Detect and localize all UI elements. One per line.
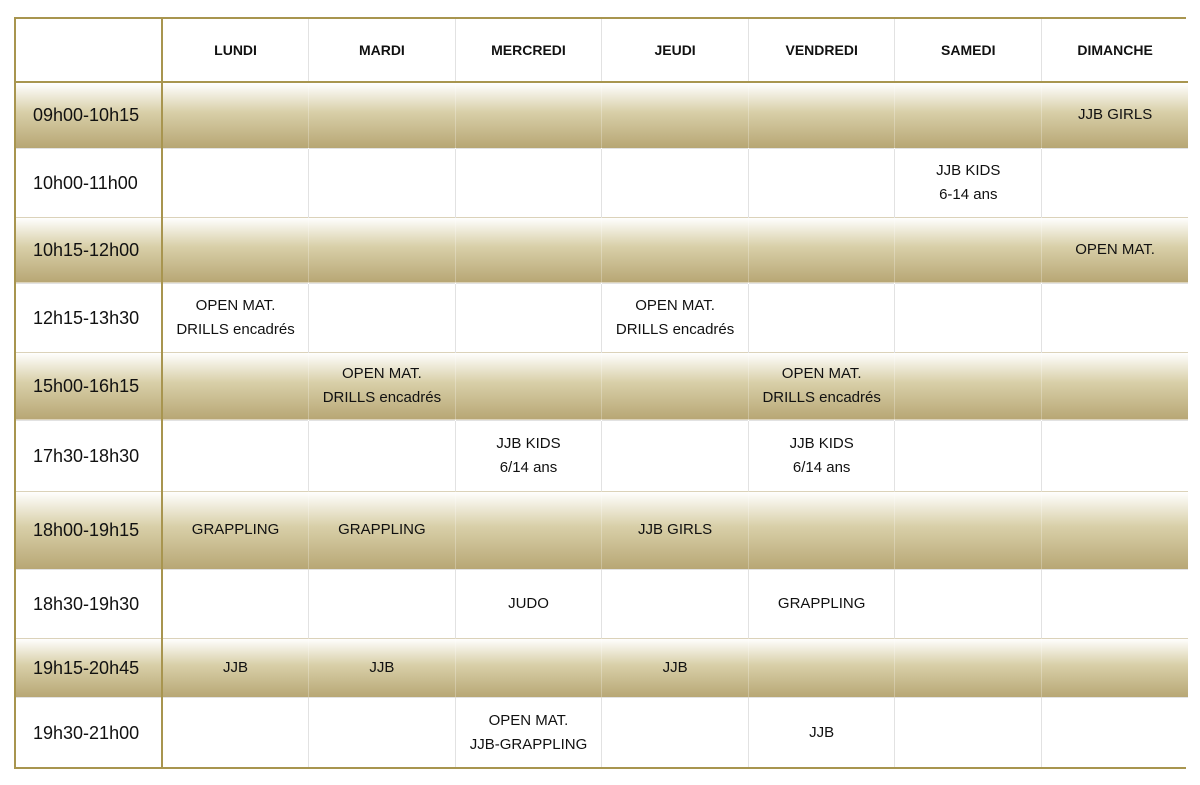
time-slot-label: 12h15-13h30 (16, 283, 162, 352)
class-cell-mardi (309, 217, 456, 283)
class-cell-vendredi (748, 82, 895, 148)
day-header-samedi: SAMEDI (895, 19, 1042, 82)
class-cell-vendredi (748, 352, 895, 420)
schedule-row (16, 148, 1188, 217)
class-cell-jeudi (602, 352, 749, 420)
class-name: 6-14 ans (939, 185, 998, 203)
class-cell-dimanche (1042, 570, 1189, 638)
class-name: JJB-GRAPPLING (469, 735, 588, 753)
class-cell-lundi (162, 570, 309, 638)
class-name: JJB (369, 658, 395, 676)
schedule-body (16, 82, 1188, 767)
schedule-grid (16, 19, 1188, 767)
schedule-row (16, 352, 1188, 420)
class-cell-mardi (309, 491, 456, 570)
class-cell-jeudi (602, 217, 749, 283)
class-cell-lundi (162, 148, 309, 217)
class-cell-vendredi (748, 217, 895, 283)
time-slot-label: 18h00-19h15 (16, 491, 162, 570)
class-cell-jeudi (602, 570, 749, 638)
class-name: JJB GIRLS (637, 521, 713, 539)
class-name: JJB KIDS (936, 161, 1001, 179)
day-header-jeudi: JEUDI (602, 19, 749, 82)
class-cell-mardi (309, 420, 456, 490)
class-cell-dimanche (1042, 283, 1189, 352)
class-name: JJB KIDS (789, 434, 854, 452)
class-cell-jeudi (602, 491, 749, 570)
schedule-row (16, 217, 1188, 283)
class-cell-samedi (895, 82, 1042, 148)
class-cell-samedi (895, 420, 1042, 490)
class-cell-vendredi (748, 638, 895, 698)
class-cell-dimanche (1042, 491, 1189, 570)
class-name: OPEN MAT. (195, 296, 276, 314)
class-cell-lundi (162, 491, 309, 570)
class-cell-lundi (162, 420, 309, 490)
class-name: JJB (662, 658, 688, 676)
time-slot-label: 10h15-12h00 (16, 217, 162, 283)
class-cell-mardi (309, 570, 456, 638)
class-name: 6/14 ans (792, 458, 851, 476)
day-header-mardi: MARDI (309, 19, 456, 82)
class-cell-vendredi (748, 420, 895, 490)
time-slot-label: 19h30-21h00 (16, 698, 162, 767)
schedule-row (16, 698, 1188, 767)
class-cell-samedi (895, 283, 1042, 352)
class-name: OPEN MAT. (488, 711, 569, 729)
class-cell-mardi (309, 638, 456, 698)
class-cell-mercredi (455, 698, 602, 767)
class-cell-mercredi (455, 82, 602, 148)
time-slot-label: 17h30-18h30 (16, 420, 162, 490)
class-name: DRILLS encadrés (322, 389, 442, 407)
day-header-dimanche: DIMANCHE (1042, 19, 1189, 82)
schedule-row (16, 82, 1188, 148)
class-name: OPEN MAT. (781, 365, 862, 383)
class-name: GRAPPLING (338, 521, 426, 539)
class-cell-jeudi (602, 698, 749, 767)
schedule-row (16, 570, 1188, 638)
class-cell-vendredi (748, 283, 895, 352)
class-name: GRAPPLING (191, 521, 280, 539)
class-cell-vendredi (748, 698, 895, 767)
class-cell-jeudi (602, 148, 749, 217)
day-header-lundi: LUNDI (162, 19, 309, 82)
class-cell-lundi (162, 283, 309, 352)
class-cell-jeudi (602, 638, 749, 698)
class-cell-vendredi (748, 570, 895, 638)
class-cell-samedi (895, 491, 1042, 570)
day-header-vendredi: VENDREDI (748, 19, 895, 82)
class-cell-jeudi (602, 283, 749, 352)
class-name: JJB KIDS (496, 434, 561, 452)
schedule-row (16, 283, 1188, 352)
class-cell-mercredi (455, 148, 602, 217)
class-cell-samedi (895, 148, 1042, 217)
weekly-schedule-table (14, 17, 1186, 769)
class-cell-mercredi (455, 283, 602, 352)
class-name: 6/14 ans (499, 458, 558, 476)
class-cell-dimanche (1042, 217, 1189, 283)
class-cell-lundi (162, 352, 309, 420)
class-cell-mardi (309, 82, 456, 148)
class-cell-lundi (162, 217, 309, 283)
class-cell-vendredi (748, 491, 895, 570)
class-cell-dimanche (1042, 352, 1189, 420)
class-cell-mercredi (455, 217, 602, 283)
time-slot-label: 10h00-11h00 (16, 148, 162, 217)
class-name: DRILLS encadrés (762, 389, 881, 407)
class-cell-mardi (309, 148, 456, 217)
class-cell-mardi (309, 352, 456, 420)
class-cell-lundi (162, 638, 309, 698)
class-name: OPEN MAT. (342, 365, 422, 383)
class-cell-samedi (895, 352, 1042, 420)
class-cell-mardi (309, 698, 456, 767)
time-slot-label: 19h15-20h45 (16, 638, 162, 698)
class-cell-jeudi (602, 82, 749, 148)
class-name: GRAPPLING (777, 594, 866, 612)
class-cell-samedi (895, 570, 1042, 638)
class-name: JJB (223, 658, 249, 676)
class-cell-dimanche (1042, 698, 1189, 767)
class-cell-dimanche (1042, 82, 1189, 148)
class-cell-vendredi (748, 148, 895, 217)
class-name: DRILLS encadrés (615, 320, 735, 338)
class-cell-mercredi (455, 491, 602, 570)
class-cell-lundi (162, 698, 309, 767)
class-cell-mercredi (455, 570, 602, 638)
class-cell-mercredi (455, 638, 602, 698)
class-name: JUDO (508, 594, 549, 612)
class-cell-dimanche (1042, 638, 1189, 698)
time-slot-label: 18h30-19h30 (16, 570, 162, 638)
corner-cell (16, 19, 162, 82)
class-name: OPEN MAT. (635, 296, 715, 314)
schedule-row (16, 638, 1188, 698)
class-cell-samedi (895, 638, 1042, 698)
class-cell-samedi (895, 217, 1042, 283)
class-name: OPEN MAT. (1075, 241, 1155, 259)
header-row (16, 19, 1188, 82)
schedule-row (16, 420, 1188, 490)
class-name: JJB (809, 723, 835, 741)
class-cell-dimanche (1042, 148, 1189, 217)
class-cell-mercredi (455, 352, 602, 420)
class-cell-lundi (162, 82, 309, 148)
class-cell-mercredi (455, 420, 602, 490)
class-cell-jeudi (602, 420, 749, 490)
day-header-mercredi: MERCREDI (455, 19, 602, 82)
class-cell-dimanche (1042, 420, 1189, 490)
schedule-row (16, 491, 1188, 570)
class-cell-samedi (895, 698, 1042, 767)
class-cell-mardi (309, 283, 456, 352)
time-slot-label: 15h00-16h15 (16, 352, 162, 420)
class-name: DRILLS encadrés (176, 320, 295, 338)
time-slot-label: 09h00-10h15 (16, 82, 162, 148)
class-name: JJB GIRLS (1078, 106, 1153, 124)
